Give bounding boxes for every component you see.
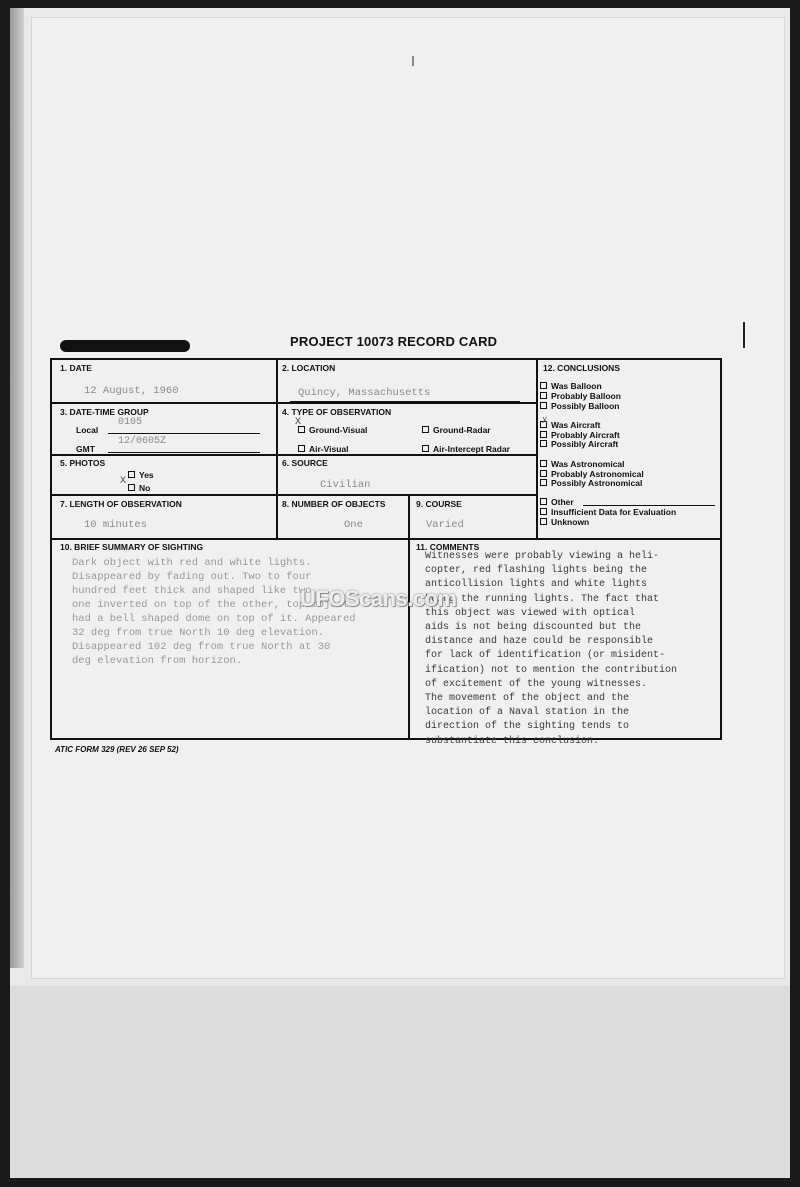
summary-line: had a bell shaped dome on top of it. Appeared xyxy=(72,613,356,625)
ground-radar-checkbox xyxy=(422,426,429,433)
summary-text xyxy=(72,556,356,668)
comments-line: this object was viewed with optical xyxy=(425,607,636,619)
photos-label: 5. PHOTOS xyxy=(60,458,106,468)
conclusions-label: 12. CONCLUSIONS xyxy=(543,363,620,373)
summary-line: Dark object with red and white lights. xyxy=(72,557,312,569)
gmt-label: GMT xyxy=(76,444,95,454)
course-label: 9. COURSE xyxy=(416,499,462,509)
number-of-objects-label: 8. NUMBER OF OBJECTS xyxy=(282,499,386,509)
photos-no-check-mark: X xyxy=(120,476,127,487)
conclusion-possibly-balloon: Possibly Balloon xyxy=(540,401,620,411)
summary-line: Disappeared 102 deg from true North at 30 xyxy=(72,641,331,653)
comments-line: ification) not to mention the contribution xyxy=(425,664,678,676)
local-value: 0105 xyxy=(118,417,143,428)
conclusion-unknown: Unknown xyxy=(540,517,589,527)
comments-line: distance and haze could be responsible xyxy=(425,636,654,648)
comments-line: The movement of the object and the xyxy=(425,693,630,705)
summary-line: Disappeared by fading out. Two to four xyxy=(72,571,312,583)
photos-no-checkbox xyxy=(128,484,135,491)
conclusion-other: Other xyxy=(540,497,574,507)
conclusion-possibly-astronomical: Possibly Astronomical xyxy=(540,478,642,488)
lower-scan-area xyxy=(10,986,790,1178)
comments-line: copter, red flashing lights being the xyxy=(425,565,648,577)
date-time-group-label: 3. DATE-TIME GROUP xyxy=(60,407,149,417)
form-number: ATIC FORM 329 (REV 26 SEP 52) xyxy=(55,745,179,754)
comments-line: substantiate this conclusion. xyxy=(425,735,600,747)
comments-line: Witnesses were probably viewing a heli- xyxy=(425,551,660,562)
ground-visual-option: Ground-Visual xyxy=(298,425,367,435)
photos-no-option: No xyxy=(128,483,150,493)
date-value: 12 August, 1960 xyxy=(84,385,179,397)
air-intercept-radar-option: Air-Intercept Radar xyxy=(422,444,510,454)
course-value: Varied xyxy=(426,519,464,531)
comments-line: direction of the sighting tends to xyxy=(425,721,630,733)
air-visual-checkbox xyxy=(298,445,305,452)
conclusion-was-balloon: Was Balloon xyxy=(540,381,602,391)
comments-label: 11. COMMENTS xyxy=(416,542,480,552)
location-value: Quincy, Massachusetts xyxy=(298,387,431,399)
conclusion-was-astronomical: Was Astronomical xyxy=(540,459,625,469)
air-visual-option: Air-Visual xyxy=(298,444,349,454)
conclusion-was-aircraft: Was Aircraft xyxy=(540,420,600,430)
margin-mark xyxy=(743,322,745,348)
number-of-objects-value: One xyxy=(344,519,363,531)
conclusion-probably-balloon: Probably Balloon xyxy=(540,391,621,401)
comments-line: anticollision lights and white lights xyxy=(425,579,648,591)
comments-line: location of a Naval station in the xyxy=(425,707,630,719)
comments-line: aids is not being discounted but the xyxy=(425,622,642,634)
comments-line: being the running lights. The fact that xyxy=(425,593,660,605)
gmt-value: 12/0605Z xyxy=(118,436,167,447)
conclusion-probably-aircraft: Probably Aircraft xyxy=(540,430,620,440)
air-intercept-radar-checkbox xyxy=(422,445,429,452)
conclusion-possibly-aircraft: Possibly Aircraft xyxy=(540,439,618,449)
source-value: Civilian xyxy=(320,479,371,491)
location-label: 2. LOCATION xyxy=(282,363,336,373)
page-edge-shadow xyxy=(10,8,24,968)
summary-label: 10. BRIEF SUMMARY OF SIGHTING xyxy=(60,542,204,552)
record-card xyxy=(50,358,722,747)
summary-line: 32 deg from true North 10 deg elevation. xyxy=(72,627,325,639)
ground-visual-check-mark: X xyxy=(295,417,302,428)
comments-text xyxy=(425,550,677,749)
summary-line: deg elevation from horizon. xyxy=(72,655,243,667)
summary-line: hundred feet thick and shaped like two xyxy=(72,585,312,597)
redaction-bar xyxy=(60,340,190,352)
type-of-observation-label: 4. TYPE OF OBSERVATION xyxy=(282,407,392,417)
date-label: 1. DATE xyxy=(60,363,92,373)
comments-line: of excitement of the young witnesses. xyxy=(425,678,648,690)
photos-yes-checkbox xyxy=(128,471,135,478)
summary-line: one inverted on top of the other, top object xyxy=(72,599,350,611)
source-label: 6. SOURCE xyxy=(282,458,328,468)
comments-line: for lack of identification (or misident- xyxy=(425,650,666,662)
watermark: UFOScans.com xyxy=(300,586,457,611)
card-title: PROJECT 10073 RECORD CARD xyxy=(290,334,498,349)
length-of-observation-label: 7. LENGTH OF OBSERVATION xyxy=(60,499,182,509)
length-of-observation-value: 10 minutes xyxy=(84,519,148,531)
conclusion-insufficient-data: Insufficient Data for Evaluation xyxy=(540,507,676,517)
local-label: Local xyxy=(76,425,99,435)
photos-yes-option: Yes xyxy=(128,470,154,480)
was-aircraft-check-mark: X xyxy=(542,416,548,426)
scan-mark xyxy=(412,56,414,66)
ground-radar-option: Ground-Radar xyxy=(422,425,491,435)
conclusion-probably-astronomical: Probably Astronomical xyxy=(540,469,644,479)
